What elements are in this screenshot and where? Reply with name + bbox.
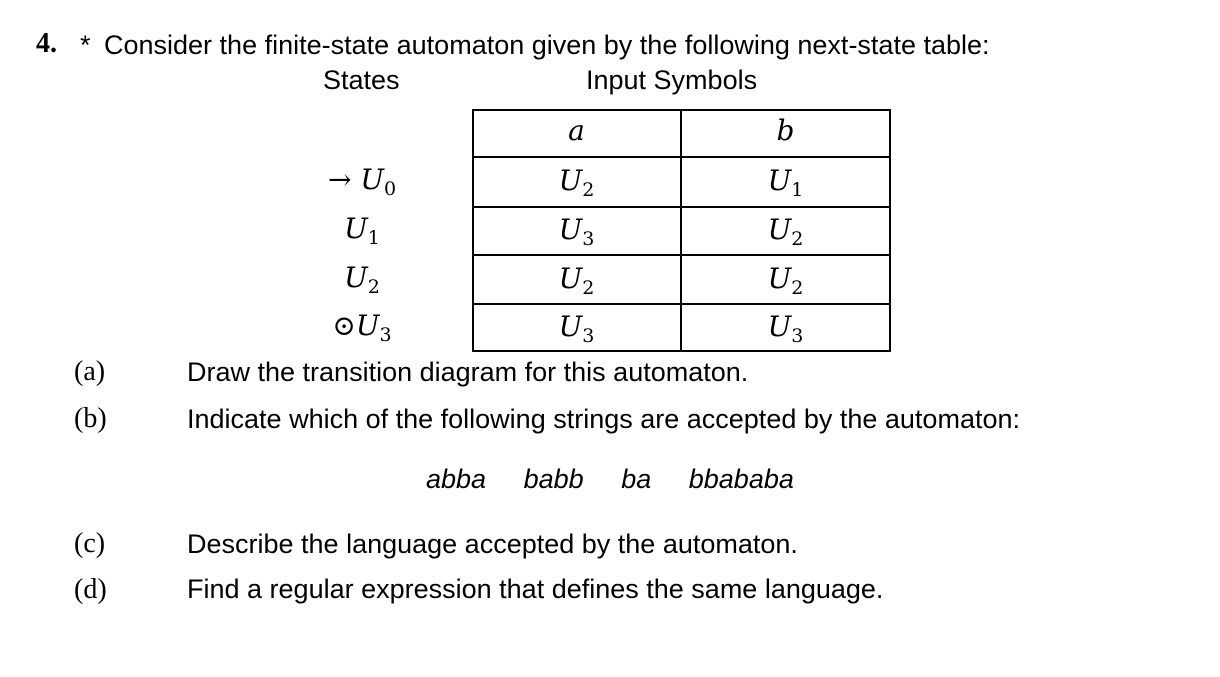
test-string: abba xyxy=(426,464,487,494)
table-cell: $U_3$ xyxy=(558,213,595,250)
part-a-text: Draw the transition diagram for this automaton. xyxy=(187,357,749,387)
test-string: bbababa xyxy=(688,464,794,494)
table-cell: $U_2$ xyxy=(558,262,595,299)
state-label: $U_2$ xyxy=(344,261,380,298)
accepting-state-icon: ⊙ xyxy=(332,309,356,342)
table-cell: $U_3$ xyxy=(767,310,804,347)
state-label-accepting: $⊙U_3$ xyxy=(332,309,392,346)
question-number: 4. xyxy=(36,28,57,59)
test-strings xyxy=(426,464,794,495)
table-cell: $U_3$ xyxy=(558,310,595,347)
part-d-text: Find a regular expression that defines the same language. xyxy=(187,574,884,604)
states-label: States xyxy=(323,65,400,95)
next-state-table xyxy=(472,109,891,352)
start-arrow-icon: → xyxy=(327,163,361,196)
column-header-a: a xyxy=(568,114,585,147)
test-string: ba xyxy=(621,464,652,494)
state-label-start: → $U_0$ xyxy=(327,163,397,200)
question-text: Consider the finite-state automaton given by the following next-state table: xyxy=(104,30,990,60)
part-b-text: Indicate which of the following strings are accepted by the automaton: xyxy=(187,404,1020,434)
table-cell: $U_1$ xyxy=(767,164,804,201)
test-string: babb xyxy=(523,464,584,494)
part-b-label: (b) xyxy=(74,403,107,434)
column-header-b: b xyxy=(776,114,795,147)
state-label: $U_1$ xyxy=(344,212,380,249)
part-d-label: (d) xyxy=(74,574,107,605)
input-symbols-label: Input Symbols xyxy=(586,65,758,95)
part-a-label: (a) xyxy=(74,356,106,387)
part-c-label: (c) xyxy=(74,528,106,559)
table-cell: $U_2$ xyxy=(767,213,804,250)
table-cell: $U_2$ xyxy=(767,262,804,299)
table-cell: $U_2$ xyxy=(558,164,595,201)
question-star: * xyxy=(80,30,91,60)
part-c-text: Describe the language accepted by the automaton. xyxy=(187,529,798,559)
